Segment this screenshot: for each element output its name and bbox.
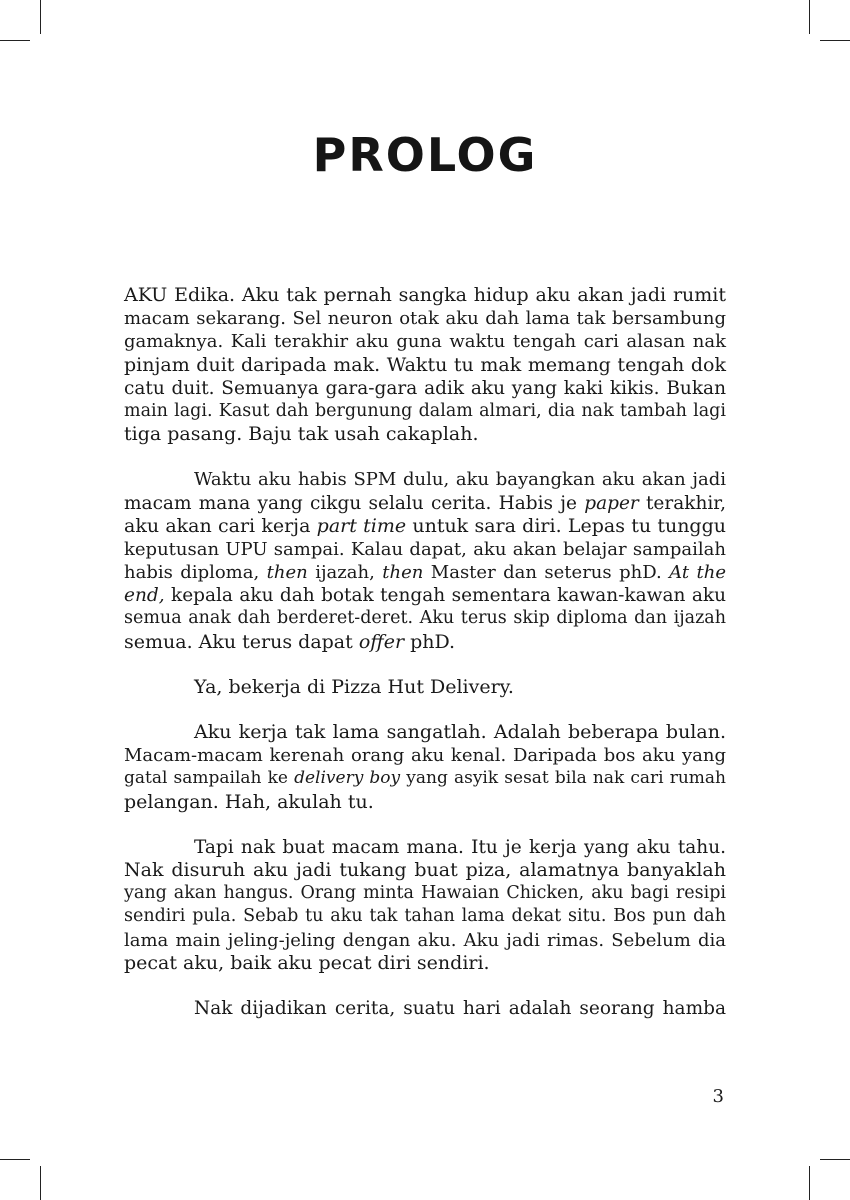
crop-mark-bottom-right-horizontal — [820, 1159, 850, 1160]
page-number: 3 — [712, 1086, 724, 1107]
crop-mark-top-left-horizontal — [0, 40, 30, 41]
text-line: semua. Aku terus dapat offer phD. — [124, 630, 456, 653]
text-line: semua anak dah berderet-deret. Aku terus skip diploma dan ijazah — [124, 608, 726, 629]
crop-mark-top-left-vertical — [40, 0, 41, 34]
text-line: catu duit. Semuanya gara-gara adik aku yang kaki kikis. Bukan — [124, 377, 726, 399]
text-line: Tapi nak buat macam mana. Itu je kerja yang aku tahu. — [194, 836, 726, 858]
text-line: macam sekarang. Sel neuron otak aku dah lama tak bersambung — [124, 308, 726, 330]
paragraph — [124, 836, 726, 975]
text-line: yang akan hangus. Orang minta Hawaian Chicken, aku bagi resipi — [124, 883, 726, 904]
paragraph — [124, 997, 726, 1020]
paragraph — [124, 468, 726, 654]
text-line: Nak dijadikan cerita, suatu hari adalah seorang hamba — [194, 997, 726, 1019]
crop-mark-top-right-horizontal — [820, 40, 850, 41]
text-line: pinjam duit daripada mak. Waktu tu mak memang tengah dok — [124, 353, 726, 376]
crop-mark-top-right-vertical — [809, 0, 810, 34]
text-line: tiga pasang. Baju tak usah cakaplah. — [124, 423, 479, 446]
text-line: lama main jeling-jeling dengan aku. Aku jadi rimas. Sebelum dia — [124, 929, 726, 951]
chapter-title: PROLOG — [312, 128, 538, 182]
paragraph — [124, 284, 726, 446]
text-line: gamaknya. Kali terakhir aku guna waktu tengah cari alasan nak — [124, 331, 726, 353]
text-line: Aku kerja tak lama sangatlah. Adalah beberapa bulan. — [194, 721, 726, 743]
text-line: gatal sampailah ke delivery boy yang asyik sesat bila nak cari rumah — [124, 768, 726, 789]
text-line: sendiri pula. Sebab tu aku tak tahan lama dekat situ. Bos pun dah — [124, 906, 726, 927]
text-line: pecat aku, baik aku pecat diri sendiri. — [124, 951, 490, 974]
text-line: Ya, bekerja di Pizza Hut Delivery. — [194, 675, 514, 698]
text-line: keputusan UPU sampai. Kalau dapat, aku akan belajar sampailah — [124, 538, 726, 560]
text-line: Macam-macam kerenah orang aku kenal. Daripada bos aku yang — [124, 745, 726, 767]
crop-mark-bottom-right-vertical — [809, 1166, 810, 1200]
text-line: aku akan cari kerja part time untuk sara diri. Lepas tu tunggu — [124, 514, 726, 537]
text-line: end, kepala aku dah botak tengah sementara kawan-kawan aku — [124, 585, 726, 607]
text-line: habis diploma, then ijazah, then Master dan seterus phD. At the — [124, 562, 727, 584]
text-line: main lagi. Kasut dah bergunung dalam almari, dia nak tambah lagi — [124, 400, 726, 421]
crop-mark-bottom-left-vertical — [40, 1166, 41, 1200]
paragraph — [124, 721, 726, 814]
text-line: AKU Edika. Aku tak pernah sangka hidup aku akan jadi rumit — [124, 284, 726, 306]
text-line: Nak disuruh aku jadi tukang buat piza, alamatnya banyaklah — [124, 858, 726, 881]
chapter-body — [124, 284, 726, 1020]
paragraph — [124, 676, 726, 699]
text-line: macam mana yang cikgu selalu cerita. Habis je paper terakhir, — [124, 492, 726, 514]
text-line: pelangan. Hah, akulah tu. — [124, 790, 374, 813]
text-line: Waktu aku habis SPM dulu, aku bayangkan aku akan jadi — [194, 469, 726, 491]
crop-mark-bottom-left-horizontal — [0, 1159, 30, 1160]
